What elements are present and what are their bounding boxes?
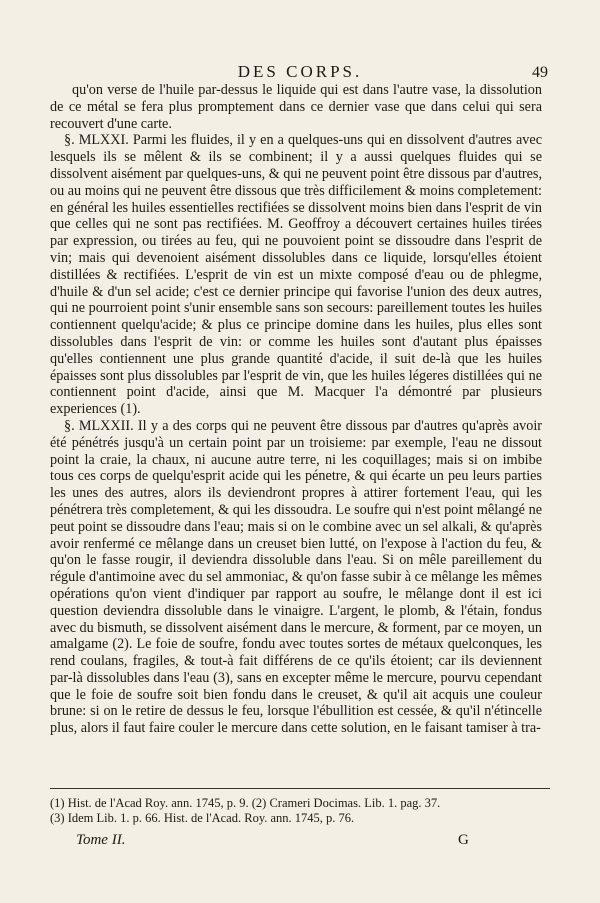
footnote-line: (3) Idem Lib. 1. p. 66. Hist. de l'Acad. Roy. ann. 1745, p. 76. — [50, 811, 355, 825]
body-text — [50, 82, 542, 737]
paragraph-continuation: qu'on verse de l'huile par-dessus le liquide qui est dans l'autre vase, la dissolution de ce métal se fera plus promptement dans ce dernier vase que dans celui qui sera recouvert d'une carte. — [50, 82, 542, 132]
signature-mark: G — [458, 832, 469, 848]
footnote-rule — [50, 788, 550, 789]
page-number: 49 — [532, 64, 548, 81]
footnotes — [50, 796, 550, 826]
paragraph-mlxxii: §. MLXXII. Il y a des corps qui ne peuvent être dissous par d'autres qu'après avoir été pénétrés jusqu'à un certain point par un troisieme: par exemple, l'eau ne dissout point la craie, la chaux, ni aucune autre terre, ni les coquillages; mais si on imbibe tous ces corps de quelqu'esprit acide qui les pénetre, & qui écarte un peu leurs parties les unes des autres, alors ils deviendront propres à attirer fortement l'eau, qui les pénétrera très completement, & qui les dissoudra. Le soufre qui n'est point mêlangé ne peut point se dissoudre dans l'eau; mais si on le combine avec un sel alkali, & qu'après avoir renfermé ce mêlange dans un creuset bien lutté, on l'expose à l'action du feu, & qu'on le fasse rougir, il deviendra dissoluble dans l'eau. Si on mêle pareillement du régule d'antimoine avec du sel ammoniac, & qu'on fasse subir à ce mêlange les mêmes opérations qu'on vient d'indiquer par rapport au soufre, le mêlange dont il est ici question deviendra dissoluble dans le vinaigre. L'argent, le plomb, & l'étain, fondus avec du bismuth, se dissolvent aisément dans le mercure, & forment, par ce moyen, un amalgame (2). Le foie de soufre, fondu avec toutes sortes de métaux quelconques, les rend coulans, fragiles, & tout-à fait différens de ce qu'ils étoient; car ils deviennent par-là dissolubles dans l'eau (3), sans en excepter même le mercure, pourvu cependant que le foie de soufre soit bien fondu dans le creuset, & qu'il ait acquis une couleur brune: si on le retire de dessus le feu, lorsque l'ébullition est cessée, & qu'il n'étincelle plus, alors il faut faire couler le mercure dans cette solution, en le faisant tamiser à tra- — [50, 417, 542, 737]
paragraph-mlxxi: §. MLXXI. Parmi les fluides, il y en a quelques-uns qui en dissolvent d'autres avec lesquels ils se mêlent & ils se combinent; il y a aussi quelques fluides qui se dissolvent aisément par quelques-uns, & qui ne peuvent point être dissous par d'autres, ou au moins qui ne peuvent être dissous que très difficilement & moins completement: en général les huiles essentielles rectifiées se dissolvent moins bien dans l'esprit de vin que celles qui ne sont pas rectifiées. M. Geoffroy a découvert certaines huiles tirées par expression, ou tirées au feu, qui ne pouvoient point se dissoudre dans l'esprit de vin; mais qui devenoient aisément dissolubles dans ce liquide, lorsqu'elles étoient distillées & rectifiées. L'esprit de vin est un mixte composé d'eau ou de phlegme, d'huile & d'un sel acide; c'est ce dernier principe qui favorise l'union des deux autres, qui ne pourroient point s'unir ensemble sans son secours: pareillement toutes les huiles contiennent quelqu'acide; & plus ce principe domine dans les huiles, plus elles sont dissolubles dans l'esprit de vin: or comme les huiles sont d'autant plus épaisses qu'elles contiennent une plus grande quantité d'acide, il suit de-là que les huiles épaisses sont plus dissolubles par l'esprit de vin, que les huiles légeres distillées qui ne contiennent point d'acide, ainsi que M. Macquer l'a démontré par plusieurs experiences (1). — [50, 132, 542, 418]
page-footer — [0, 832, 600, 856]
footnote-line: (1) Hist. de l'Acad Roy. ann. 1745, p. 9. (2) Crameri Docimas. Lib. 1. pag. 37. — [50, 796, 441, 810]
running-title: DES CORPS. — [237, 62, 363, 81]
volume-label: Tome II. — [76, 832, 126, 848]
